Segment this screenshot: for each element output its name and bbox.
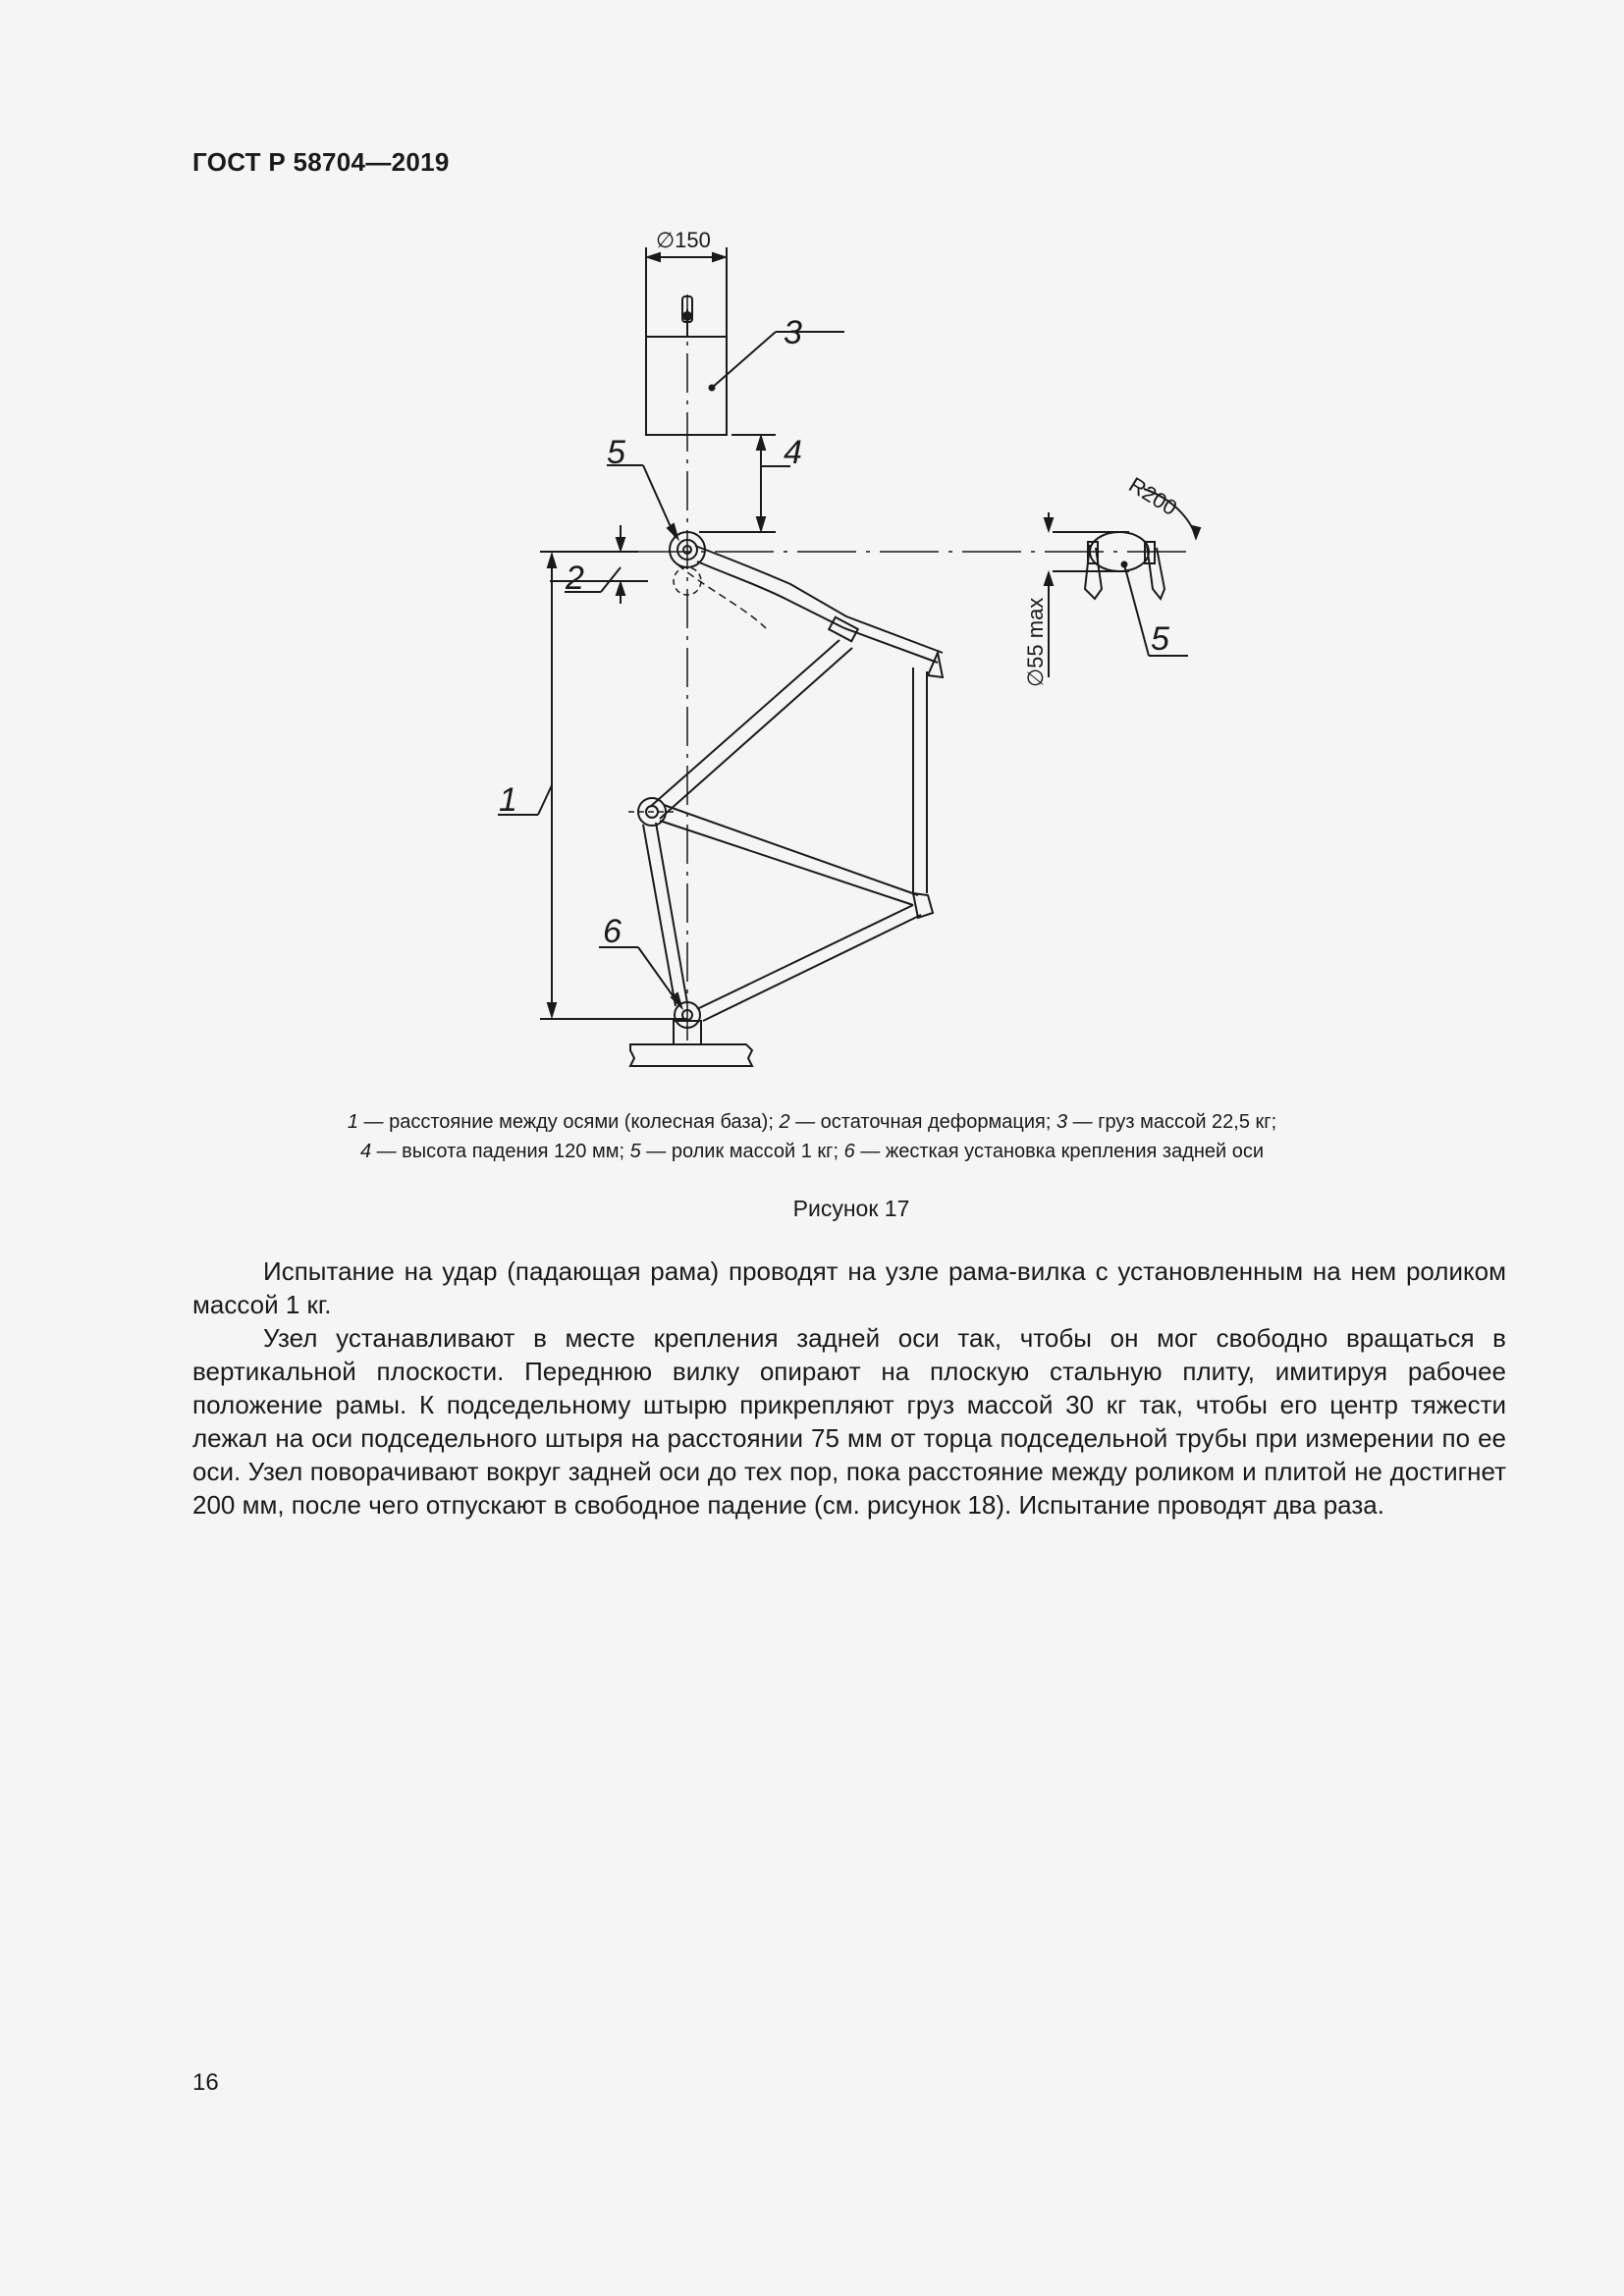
callout-3: 3 xyxy=(784,314,802,351)
document-header: ГОСТ Р 58704—2019 xyxy=(192,147,450,177)
callout-6: 6 xyxy=(603,913,622,950)
paragraph-2: Узел устанавливают в месте крепления задней оси так, чтобы он мог свободно вращаться в вертикальной плоскости. Переднюю вилку опирают на плоскую стальную плиту, имитируя рабочее положение рамы. К подседельному штырю прикрепляют груз массой 30 кг так, чтобы его центр тяжести лежал на оси подседельного штыря на расстоянии 75 мм от торца подседельной трубы при измерении по ее оси. Узел поворачивают вокруг задней оси до тех пор, пока расстояние между роликом и плитой не достигнет 200 мм, после чего отпускают в свободное падение (см. рисунок 18). Испытание проводят два раза. xyxy=(192,1323,1506,1520)
paragraph-1: Испытание на удар (падающая рама) проводят на узле рама-вилка с установленным на нем роликом массой 1 кг. xyxy=(192,1256,1506,1319)
page-number: 16 xyxy=(192,2069,219,2096)
legend-line-1: 1 — расстояние между осями (колесная база); 2 — остаточная деформация; 3 — груз массой 22,5 кг; xyxy=(347,1111,1277,1133)
figure-legend xyxy=(236,1107,1388,1166)
figure-caption: Рисунок 17 xyxy=(792,1196,910,1221)
callout-4: 4 xyxy=(784,434,802,471)
figure-17 xyxy=(0,0,1624,1099)
body-text xyxy=(192,1255,1506,1522)
dim-radius-200: R200 xyxy=(1124,472,1182,521)
callout-2: 2 xyxy=(566,560,584,597)
callout-1: 1 xyxy=(499,781,517,819)
dim-max-55: ∅55 max xyxy=(1023,597,1048,687)
legend-line-2: 4 — высота падения 120 мм; 5 — ролик массой 1 кг; 6 — жесткая установка крепления задней оси xyxy=(359,1141,1265,1162)
callout-5-main: 5 xyxy=(607,434,625,471)
callout-5-detail: 5 xyxy=(1151,620,1169,658)
dim-diameter-150: ∅150 xyxy=(656,228,711,252)
